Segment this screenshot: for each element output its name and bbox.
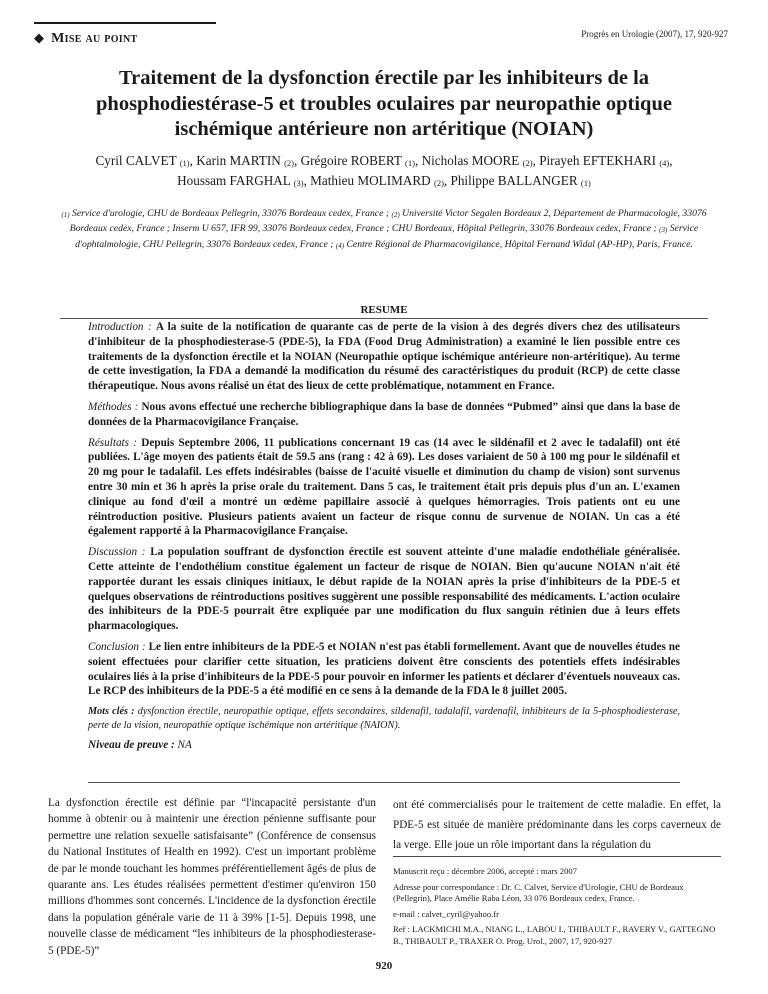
- abstract-methodes: Méthodes : Nous avons effectué une recherche bibliographique dans la base de données “Pubmed” ainsi que dans la base de données de la Pharmacovigilance Française.: [88, 400, 680, 428]
- author: Philippe BALLANGER $_{(1)}$: [450, 173, 591, 188]
- abstract-discussion: Discussion : La population souffrant de dysfonction érectile est souvent atteinte d'une maladie endothéliale généralisée. Cette atteinte de l'endothélium constitue également un facteur de risque de NOIAN. Bien qu'aucune NOIAN n'ait été rapportée durant les essais cliniques initiaux, le début rapide de la NOIAN après la prise d'inhibiteurs de la PDE-5 et quelques observations de réintroductions positives suggèrent une possible responsabilité des médicaments. L'action oculaire des inhibiteurs de la PDE-5 pourrait être expliquée par une modification du flux sanguin rétinien due à leurs effets pharmacologiques.: [88, 546, 680, 633]
- diamond-icon: ◆: [34, 30, 45, 45]
- author: Houssam FARGHAL $_{(3)}$: [177, 173, 304, 188]
- author: Pirayeh EFTEKHARI $_{(4)}$: [539, 153, 670, 168]
- abstract-introduction: Introduction : A la suite de la notification de quarante cas de perte de la vision à des degrés divers chez des utilisateurs d'inhibiteur de la phosphodiesterase-5 (PDE-5), la FDA (Food Drug Administration) a examiné le lien possible entre ces traitements de la dysfonction érectile et la NOIAN (Neuropathie optique ischémique antérieure non-artéritique). Au terme de cette investigation, la FDA a demandé la modification du résumé des caractéristiques du produit (RCP) de cette classe thérapeutique. Nous avons réalisé un état des lieux de cette problématique, notamment en France.: [88, 321, 680, 393]
- footnote-adresse: Adresse pour correspondance : Dr. C. Calvet, Service d'Urologie, CHU de Bordeaux (Pellegrin), Place Amélie Raba Léon, 33 076 Bordeaux cedex, France.: [393, 881, 684, 904]
- footnote-rule: [393, 856, 721, 857]
- abstract-resultats: Résultats : Depuis Septembre 2006, 11 publications concernant 19 cas (14 avec le sildénafil et 2 avec le tadalafil) ont été publiées. L'âge moyen des patients était de 59.5 ans (rang : 42 à 69). Les doses variaient de 50 à 100 mg pour le sildénafil et 20 mg pour le tadalafil. Les effets indésirables (baisse de l'acuité visuelle et diminution du champ de vision) sont survenus entre 30 min et 36 h après la prise orale du traitement. Dans 5 cas, le traitement était pris depuis plus d'un an. L'examen clinique au fond d'œil a montré un œdème papillaire associé à quelques hémorragies. Trois patients ont eu une réintroduction positive. Plusieurs patients avaient un facteur de risque connu de survenue de NOIAN. Un cas a été également rapporté à la Pharmacovigilance Française.: [88, 436, 680, 538]
- author: Cyril CALVET $_{(1)}$: [95, 153, 190, 168]
- author: Mathieu MOLIMARD $_{(2)}$: [310, 173, 444, 188]
- section-tag: [34, 30, 137, 47]
- abstract-conclusion: Conclusion : Le lien entre inhibiteurs de la PDE-5 et NOIAN n'est pas établi formellement. Avant que de nouvelles études ne soient effectuées pour clarifier cette situation, les praticiens doivent être conscients des potentiels effets indésirables oculaires liés à la prise d'inhibiteurs de la PDE-5 pour pouvoir en informer les patients et déclarer d'éventuels nouveaux cas. Le RCP des inhibiteurs de la PDE-5 a été modifié en ce sens à la demande de la FDA le 8 juillet 2005.: [88, 640, 680, 698]
- resume-rule: [60, 318, 708, 319]
- resume-heading: RESUME: [360, 304, 408, 316]
- author: Karin MARTIN $_{(2)}$: [196, 153, 294, 168]
- abstract: [88, 320, 680, 759]
- author-list: Cyril CALVET $_{(1)}$, Karin MARTIN $_{(2)}$, Grégoire ROBERT $_{(1)}$, Nicholas MOORE $_{(2)}$, Pirayeh EFTEKHARI $_{(4)}$, Houssam FARGHAL $_{(3)}$, Mathieu MOLIMARD $_{(2)}$, Philippe BALLANGER $_{(1)}$: [95, 153, 673, 188]
- section-label: Mise au point: [51, 31, 138, 46]
- footnotes: [393, 866, 721, 952]
- niveau-de-preuve: Niveau de preuve : NA: [88, 739, 192, 752]
- article-title: Traitement de la dysfonction érectile par les inhibiteurs de la phosphodiestérase-5 et troubles oculaires par neuropathie optique ischémique antérieure non artéritique (NOIAN): [96, 67, 672, 140]
- footnote-manuscrit: Manuscrit reçu : décembre 2006, accepté : mars 2007: [393, 866, 577, 876]
- keywords: Mots clés : dysfonction érectile, neuropathie optique, effets secondaires, sildenafil, tadalafil, vardenafil, inhibiteurs de la 5-phosphodiesterase, perte de la vision, neuropathie optique ischémique non artéritique (NAION).: [88, 706, 680, 731]
- journal-reference: Progrès en Urologie (2007), 17, 920-927: [581, 29, 728, 39]
- affiliations: $_{(1)}$ Service d'urologie, CHU de Bordeaux Pellegrin, 33076 Bordeaux cedex, France ; $_{(2)}$ Université Victor Segalen Bordeaux 2, Département de Pharmacologie, 33076 Bordeaux cedex, France ; Inserm U 657, IFR 99, 33076 Bordeaux cedex, France ; CHU Bordeaux, Hôpital Pellegrin, 33076 Bordeaux cedex, France ; $_{(3)}$ Service d'ophtalmologie, CHU Pellegrin, 33076 Bordeaux cedex, France ; $_{(4)}$ Centre Régional de Pharmacovigilance, Hôpital Fernand Widal (AP-HP), Paris, France.: [61, 208, 707, 250]
- author: Grégoire ROBERT $_{(1)}$: [300, 153, 415, 168]
- abstract-rule: [88, 782, 680, 783]
- body-paragraph: ont été commercialisés pour le traitement de cette maladie. En effet, la PDE-5 est située de manière prédominante dans les corps caverneux de la verge. Elle joue un rôle important dans la régulation du: [393, 799, 721, 851]
- author: Nicholas MOORE $_{(2)}$: [421, 153, 533, 168]
- body-paragraph: La dysfonction érectile est définie par “l'incapacité persistante d'un homme à obtenir ou à maintenir une érection pénienne suffisante pour permettre une relation sexuelle satisfaisante” (Conférence de consensus du National Institutes of Health en 1992). C'est un important problème de par le monde touchant les hommes préférentiellement âgés de plus de quarante ans. Les études réalisées permettent d'estimer qu'environ 150 millions d'hommes sont concernés. L'incidence de la dysfonction érectile dans la population générale varie de 11 à 39% [1-5]. Depuis 1998, une nouvelle classe de médicament “les inhibiteurs de la phosphodiesterase-5 (PDE-5)”: [48, 797, 376, 957]
- body-column-left: [48, 795, 376, 959]
- footnote-reference: Ref : LACKMICHI M.A., NIANG L., LABOU I., THIBAULT F., RAVERY V., GATTEGNO B., THIBAULT P., TRAXER O. Prog. Urol., 2007, 17, 920-927: [393, 924, 716, 946]
- header-rule: [34, 22, 216, 24]
- footnote-email: e-mail : calvet_cyril@yahoo.fr: [393, 908, 499, 919]
- body-column-right: [393, 795, 721, 855]
- page-number: 920: [375, 960, 393, 972]
